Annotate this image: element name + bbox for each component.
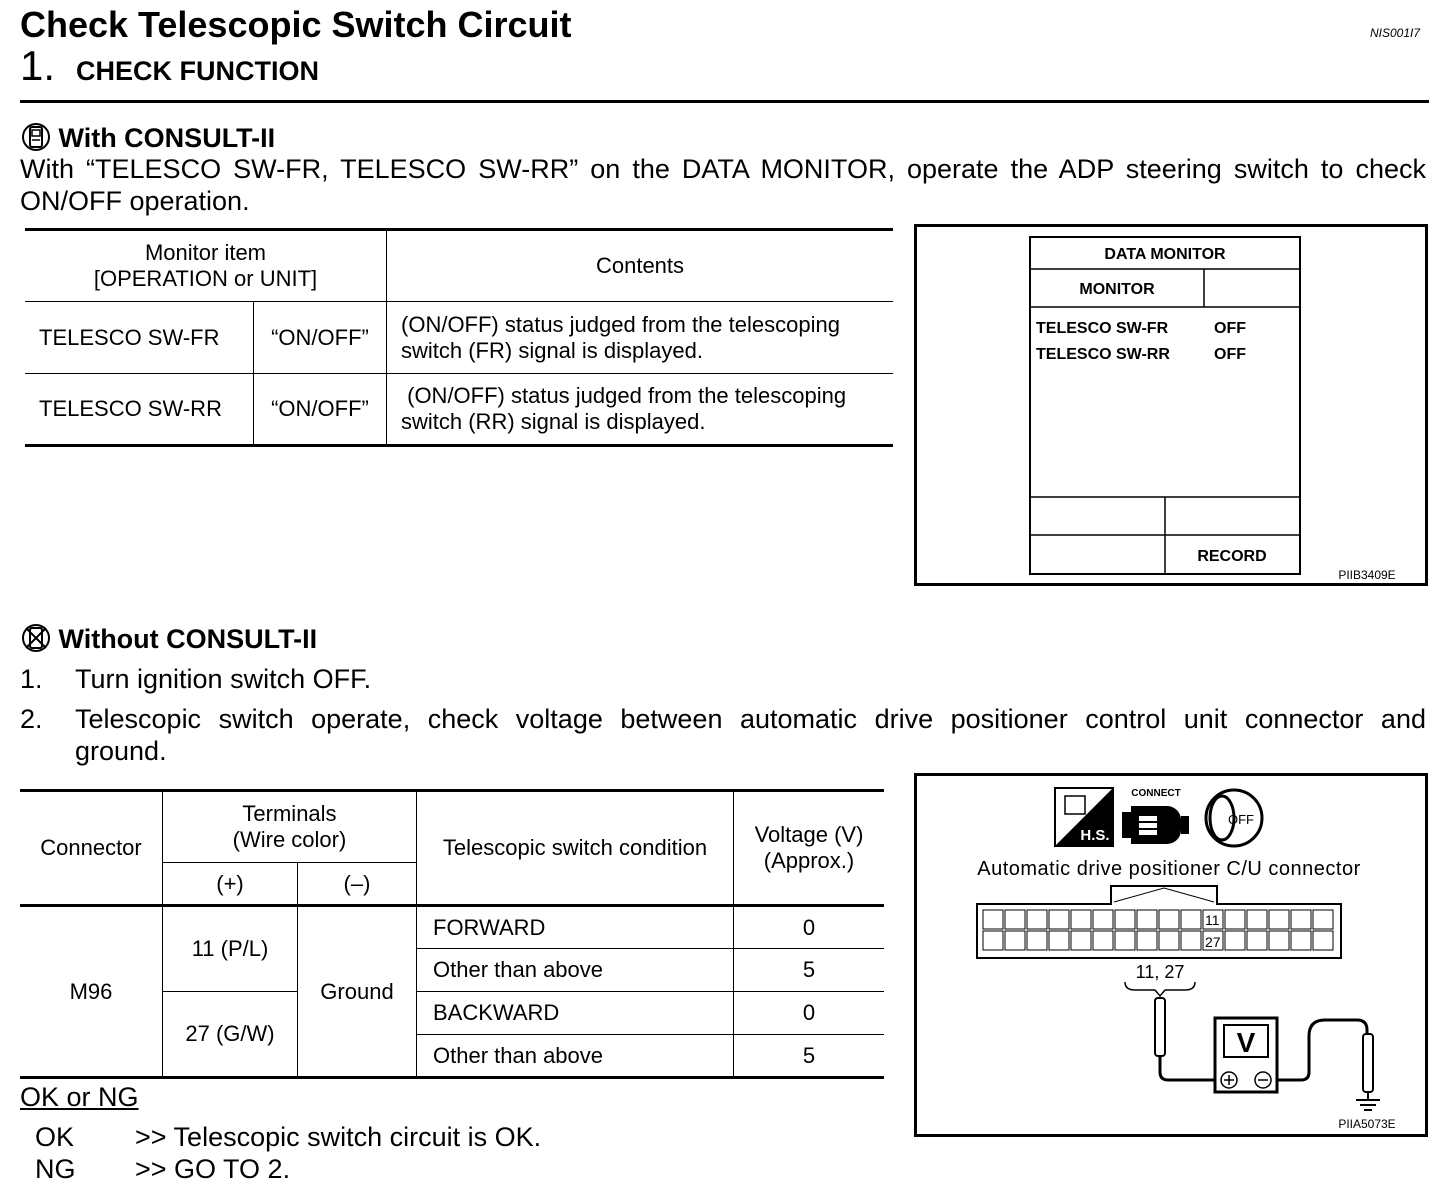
step-item: 2. xyxy=(20,704,43,734)
monitor-column-label: MONITOR xyxy=(1079,281,1155,298)
step-text-continued: ground. xyxy=(75,736,167,766)
header-terminals: Terminals (Wire color) xyxy=(163,791,417,863)
voltmeter xyxy=(1215,1018,1277,1092)
connector-pin xyxy=(1093,910,1113,929)
figure-id: PIIA5073E xyxy=(1338,1117,1396,1131)
figure-id: PIIB3409E xyxy=(1338,568,1396,582)
connector-pin xyxy=(1313,910,1333,929)
connector-diagram xyxy=(917,776,1425,1134)
header-contents: Contents xyxy=(387,230,894,302)
connector-pin xyxy=(1027,910,1047,929)
connector-cell: M96 xyxy=(20,906,163,1078)
header-plus: (+) xyxy=(163,863,298,906)
connector-pin xyxy=(1225,910,1245,929)
ng-text: >> GO TO 2. xyxy=(135,1154,291,1184)
consult-instruction: With “TELESCO SW-FR, TELESCO SW-RR” on the DATA MONITOR, operate the ADP steering switch to check ON/OFF operation. xyxy=(20,154,1426,216)
connector-pin xyxy=(1247,910,1267,929)
connector-pin xyxy=(1291,931,1311,950)
connector-pin xyxy=(1027,931,1047,950)
pin-label: 27 xyxy=(1205,934,1221,950)
connector-pin xyxy=(1291,910,1311,929)
connector-pin xyxy=(1071,931,1091,950)
connector-pin xyxy=(1093,931,1113,950)
voltage-check-table xyxy=(20,789,884,1079)
ignition-off-icon xyxy=(1206,790,1262,846)
monitor-item-value: OFF xyxy=(1214,346,1246,363)
table-row: Other than above 5 xyxy=(20,1035,884,1078)
svg-text:OFF: OFF xyxy=(1228,812,1254,827)
with-consult-heading xyxy=(20,122,275,154)
harness-side-icon xyxy=(1055,788,1113,846)
with-consult-label: With CONSULT-II xyxy=(58,123,276,153)
without-consult-heading xyxy=(20,623,317,655)
connector-pin xyxy=(1313,931,1333,950)
connector-caption: Automatic drive positioner C/U connector xyxy=(977,858,1361,880)
connector-pin xyxy=(1159,910,1179,929)
connector-pin xyxy=(1181,931,1201,950)
table-row: TELESCO SW-RR “ON/OFF” (ON/OFF) status judged from the telescoping switch (RR) signal is displayed. xyxy=(25,374,893,446)
ground-symbol-icon xyxy=(1356,1092,1380,1110)
connector-pin xyxy=(1269,931,1289,950)
connector-pin xyxy=(1269,910,1289,929)
connector-pin xyxy=(1115,931,1135,950)
connector-pin xyxy=(1005,931,1025,950)
ok-label: OK xyxy=(35,1122,75,1152)
svg-text:H.S.: H.S. xyxy=(1080,827,1110,844)
no-consult-icon xyxy=(20,623,54,653)
connector-pin xyxy=(1181,910,1201,929)
probe-label: 11, 27 xyxy=(1135,962,1185,982)
header-condition: Telescopic switch condition xyxy=(417,791,734,906)
connector-pin xyxy=(1049,931,1069,950)
table-row: TELESCO SW-FR “ON/OFF” (ON/OFF) status judged from the telescoping switch (FR) signal is displayed. xyxy=(25,302,893,374)
terminal-cell: 27 (G/W) xyxy=(163,992,298,1078)
connector-pin xyxy=(1137,910,1157,929)
result-heading: OK or NG xyxy=(20,1082,139,1112)
connector-pin xyxy=(1005,910,1025,929)
connector-pin xyxy=(1049,910,1069,929)
svg-text:CONNECT: CONNECT xyxy=(1131,788,1181,799)
data-monitor-screen xyxy=(917,227,1425,583)
connector-pin xyxy=(1137,931,1157,950)
pin-label: 11 xyxy=(1205,912,1220,928)
connector-pin xyxy=(1159,931,1179,950)
header-monitor-item: Monitor item [OPERATION or UNIT] xyxy=(25,230,387,302)
connector-figure xyxy=(914,773,1428,1137)
step-item: 1. xyxy=(20,664,43,694)
table-row: M96 11 (P/L) Ground FORWARD 0 xyxy=(20,906,884,949)
header-connector: Connector xyxy=(20,791,163,906)
page-title: Check Telescopic Switch Circuit xyxy=(20,4,572,45)
screen-title: DATA MONITOR xyxy=(1104,246,1226,263)
consult-tool-icon xyxy=(20,122,54,152)
ng-label: NG xyxy=(35,1154,76,1184)
monitor-item-name: TELESCO SW-FR xyxy=(1036,320,1169,337)
without-consult-label: Without CONSULT-II xyxy=(58,624,318,654)
table-row: Other than above 5 xyxy=(20,949,884,992)
connector-pin xyxy=(1247,931,1267,950)
ok-text: >> Telescopic switch circuit is OK. xyxy=(135,1122,542,1152)
svg-text:V: V xyxy=(1236,1027,1256,1058)
terminal-cell: 11 (P/L) xyxy=(163,906,298,992)
step-number: 1. xyxy=(20,42,56,89)
monitor-item-name: TELESCO SW-RR xyxy=(1036,346,1170,363)
step-text: Telescopic switch operate, check voltage between automatic drive positioner control unit connector and xyxy=(75,704,1426,734)
ground-cell: Ground xyxy=(298,906,417,1078)
table-row: 27 (G/W) BACKWARD 0 xyxy=(20,992,884,1035)
record-button: RECORD xyxy=(1197,548,1267,565)
document-id: NIS001I7 xyxy=(1370,26,1421,40)
header-divider xyxy=(20,100,1429,103)
connector-pin xyxy=(1115,910,1135,929)
monitor-item-value: OFF xyxy=(1214,320,1246,337)
connector-pin xyxy=(1071,910,1091,929)
connect-icon xyxy=(1122,788,1189,844)
connector-pin xyxy=(983,910,1003,929)
step-label: CHECK FUNCTION xyxy=(76,56,319,86)
step-text: Turn ignition switch OFF. xyxy=(75,664,372,694)
header-minus: (–) xyxy=(298,863,417,906)
connector-pin xyxy=(1225,931,1245,950)
connector-block xyxy=(977,886,1341,958)
connector-pin xyxy=(983,931,1003,950)
monitor-item-table xyxy=(25,228,893,447)
data-monitor-figure xyxy=(914,224,1428,586)
header-voltage: Voltage (V) (Approx.) xyxy=(734,791,885,906)
